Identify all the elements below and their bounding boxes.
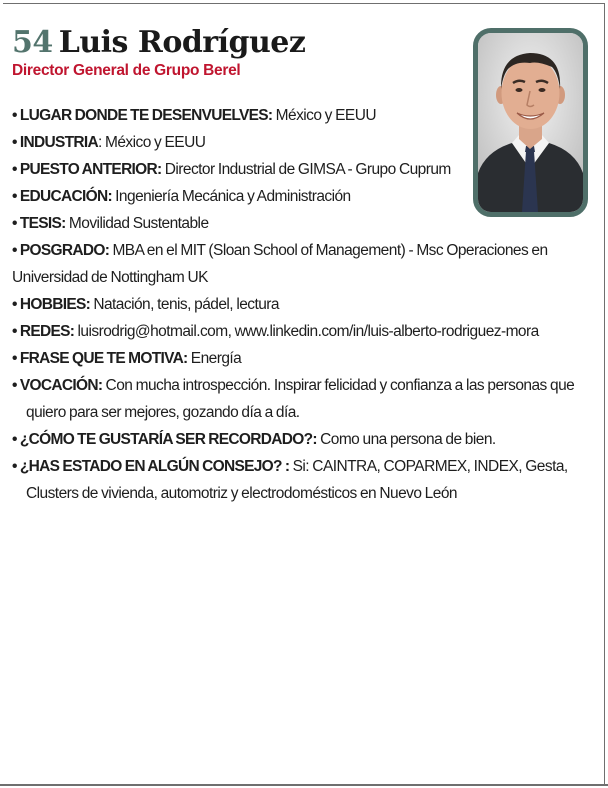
profile-name: Luis Rodríguez (58, 25, 306, 60)
fact-educacion: • EDUCACIÓN: Ingeniería Mecánica y Administración (12, 188, 351, 205)
fact-posgrado: • POSGRADO: MBA en el MIT (Sloan School of Management) - Msc Operaciones en Universidad de Nottingham UK (12, 242, 548, 286)
profile-header (12, 26, 305, 80)
fact-redes: • REDES: luisrodrig@hotmail.com, www.linkedin.com/in/luis-alberto-rodriguez-mora (12, 323, 539, 340)
fact-recordado: • ¿CÓMO TE GUSTARÍA SER RECORDADO?: Como una persona de bien. (12, 431, 496, 448)
profile-title (12, 26, 305, 60)
fact-puesto-anterior: • PUESTO ANTERIOR: Director Industrial de GIMSA - Grupo Cuprum (12, 161, 451, 178)
fact-vocacion: • VOCACIÓN: Con mucha introspección. Inspirar felicidad y confianza a las personas que quiero para ser mejores, gozando día a día. (12, 377, 575, 421)
fact-industria: • INDUSTRIA: México y EEUU (12, 134, 206, 151)
fact-lugar: • LUGAR DONDE TE DESENVUELVES: México y EEUU (12, 107, 377, 124)
profile-number: 54 (12, 25, 53, 60)
fact-frase: • FRASE QUE TE MOTIVA: Energía (12, 350, 242, 367)
fact-consejo: • ¿HAS ESTADO EN ALGÚN CONSEJO? : Si: CAINTRA, COPARMEX, INDEX, Gesta, Clusters de vivienda, automotriz y electrodomésticos en Nuevo León (12, 458, 568, 502)
bottom-divider (0, 784, 608, 786)
profile-facts (12, 102, 592, 507)
fact-hobbies: • HOBBIES: Natación, tenis, pádel, lectura (12, 296, 279, 313)
profile-role: Director General de Grupo Berel (12, 62, 241, 79)
fact-tesis: • TESIS: Movilidad Sustentable (12, 215, 209, 232)
